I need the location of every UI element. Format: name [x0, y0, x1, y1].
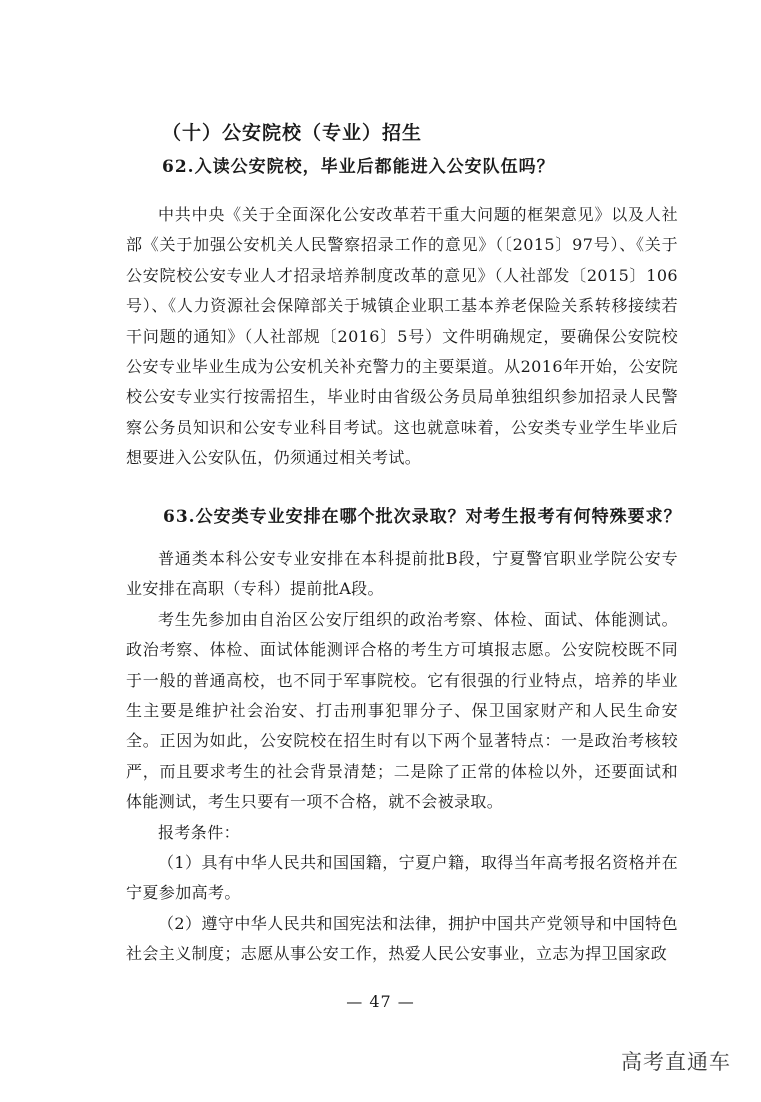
paragraph: （1）具有中华人民共和国国籍，宁夏户籍，取得当年高考报名资格并在宁夏参加高考。	[126, 853, 678, 903]
paragraph: （2）遵守中华人民共和国宪法和法律，拥护中国共产党领导和中国特色社会主义制度；志愿从事公安工作，热爱人民公安事业，立志为捍卫国家政	[126, 913, 678, 964]
paragraph: 考生先参加由自治区公安厅组织的政治考察、体检、面试、体能测试。政治考察、体检、面试体能测评合格的考生方可填报志愿。公安院校既不同于一般的普通高校，也不同于军事院校。它有很强的行业特点，培养的毕业生主要是维护社会治安、打击刑事犯罪分子、保卫国家财产和人民生命安全。正因为如此，公安院校在招生时有以下两个显著特点：一是政治考核较严，而且要求考生的社会背景清楚；二是除了正常的体检以外，还要面试和体能测试，考生只要有一项不合格，就不会被录取。	[126, 609, 678, 812]
page-number: — 47 —	[346, 992, 415, 1011]
section-title: （十）公安院校（专业）招生	[162, 122, 423, 144]
question-63-answer	[126, 544, 678, 970]
paragraph: 普通类本科公安专业安排在本科提前批B段，宁夏警官职业学院公安专业安排在高职（专科）提前批A段。	[126, 549, 678, 599]
paragraph: 报考条件：	[158, 822, 241, 842]
question-63-title: 63.公安类专业安排在哪个批次录取？对考生报考有何特殊要求？	[163, 507, 682, 527]
watermark: 高考直通车	[621, 1050, 731, 1074]
question-62-answer	[126, 200, 678, 474]
question-62-title: 62.入读公安院校，毕业后都能进入公安队伍吗？	[162, 157, 555, 177]
paragraph: 中共中央《关于全面深化公安改革若干重大问题的框架意见》以及人社部《关于加强公安机关人民警察招录工作的意见》（〔2015〕97号）、《关于公安院校公安专业人才招录培养制度改革的意见》（人社部发〔2015〕106号）、《人力资源社会保障部关于城镇企业职工基本养老保险关系转移接续若干问题的通知》（人社部规〔2016〕5号）文件明确规定，要确保公安院校公安专业毕业生成为公安机关补充警力的主要渠道。从2016年开始，公安院校公安专业实行按需招生，毕业时由省级公务员局单独组织参加招录人民警察公务员知识和公安专业科目考试。这也就意味着，公安类专业学生毕业后想要进入公安队伍，仍须通过相关考试。	[126, 205, 678, 468]
